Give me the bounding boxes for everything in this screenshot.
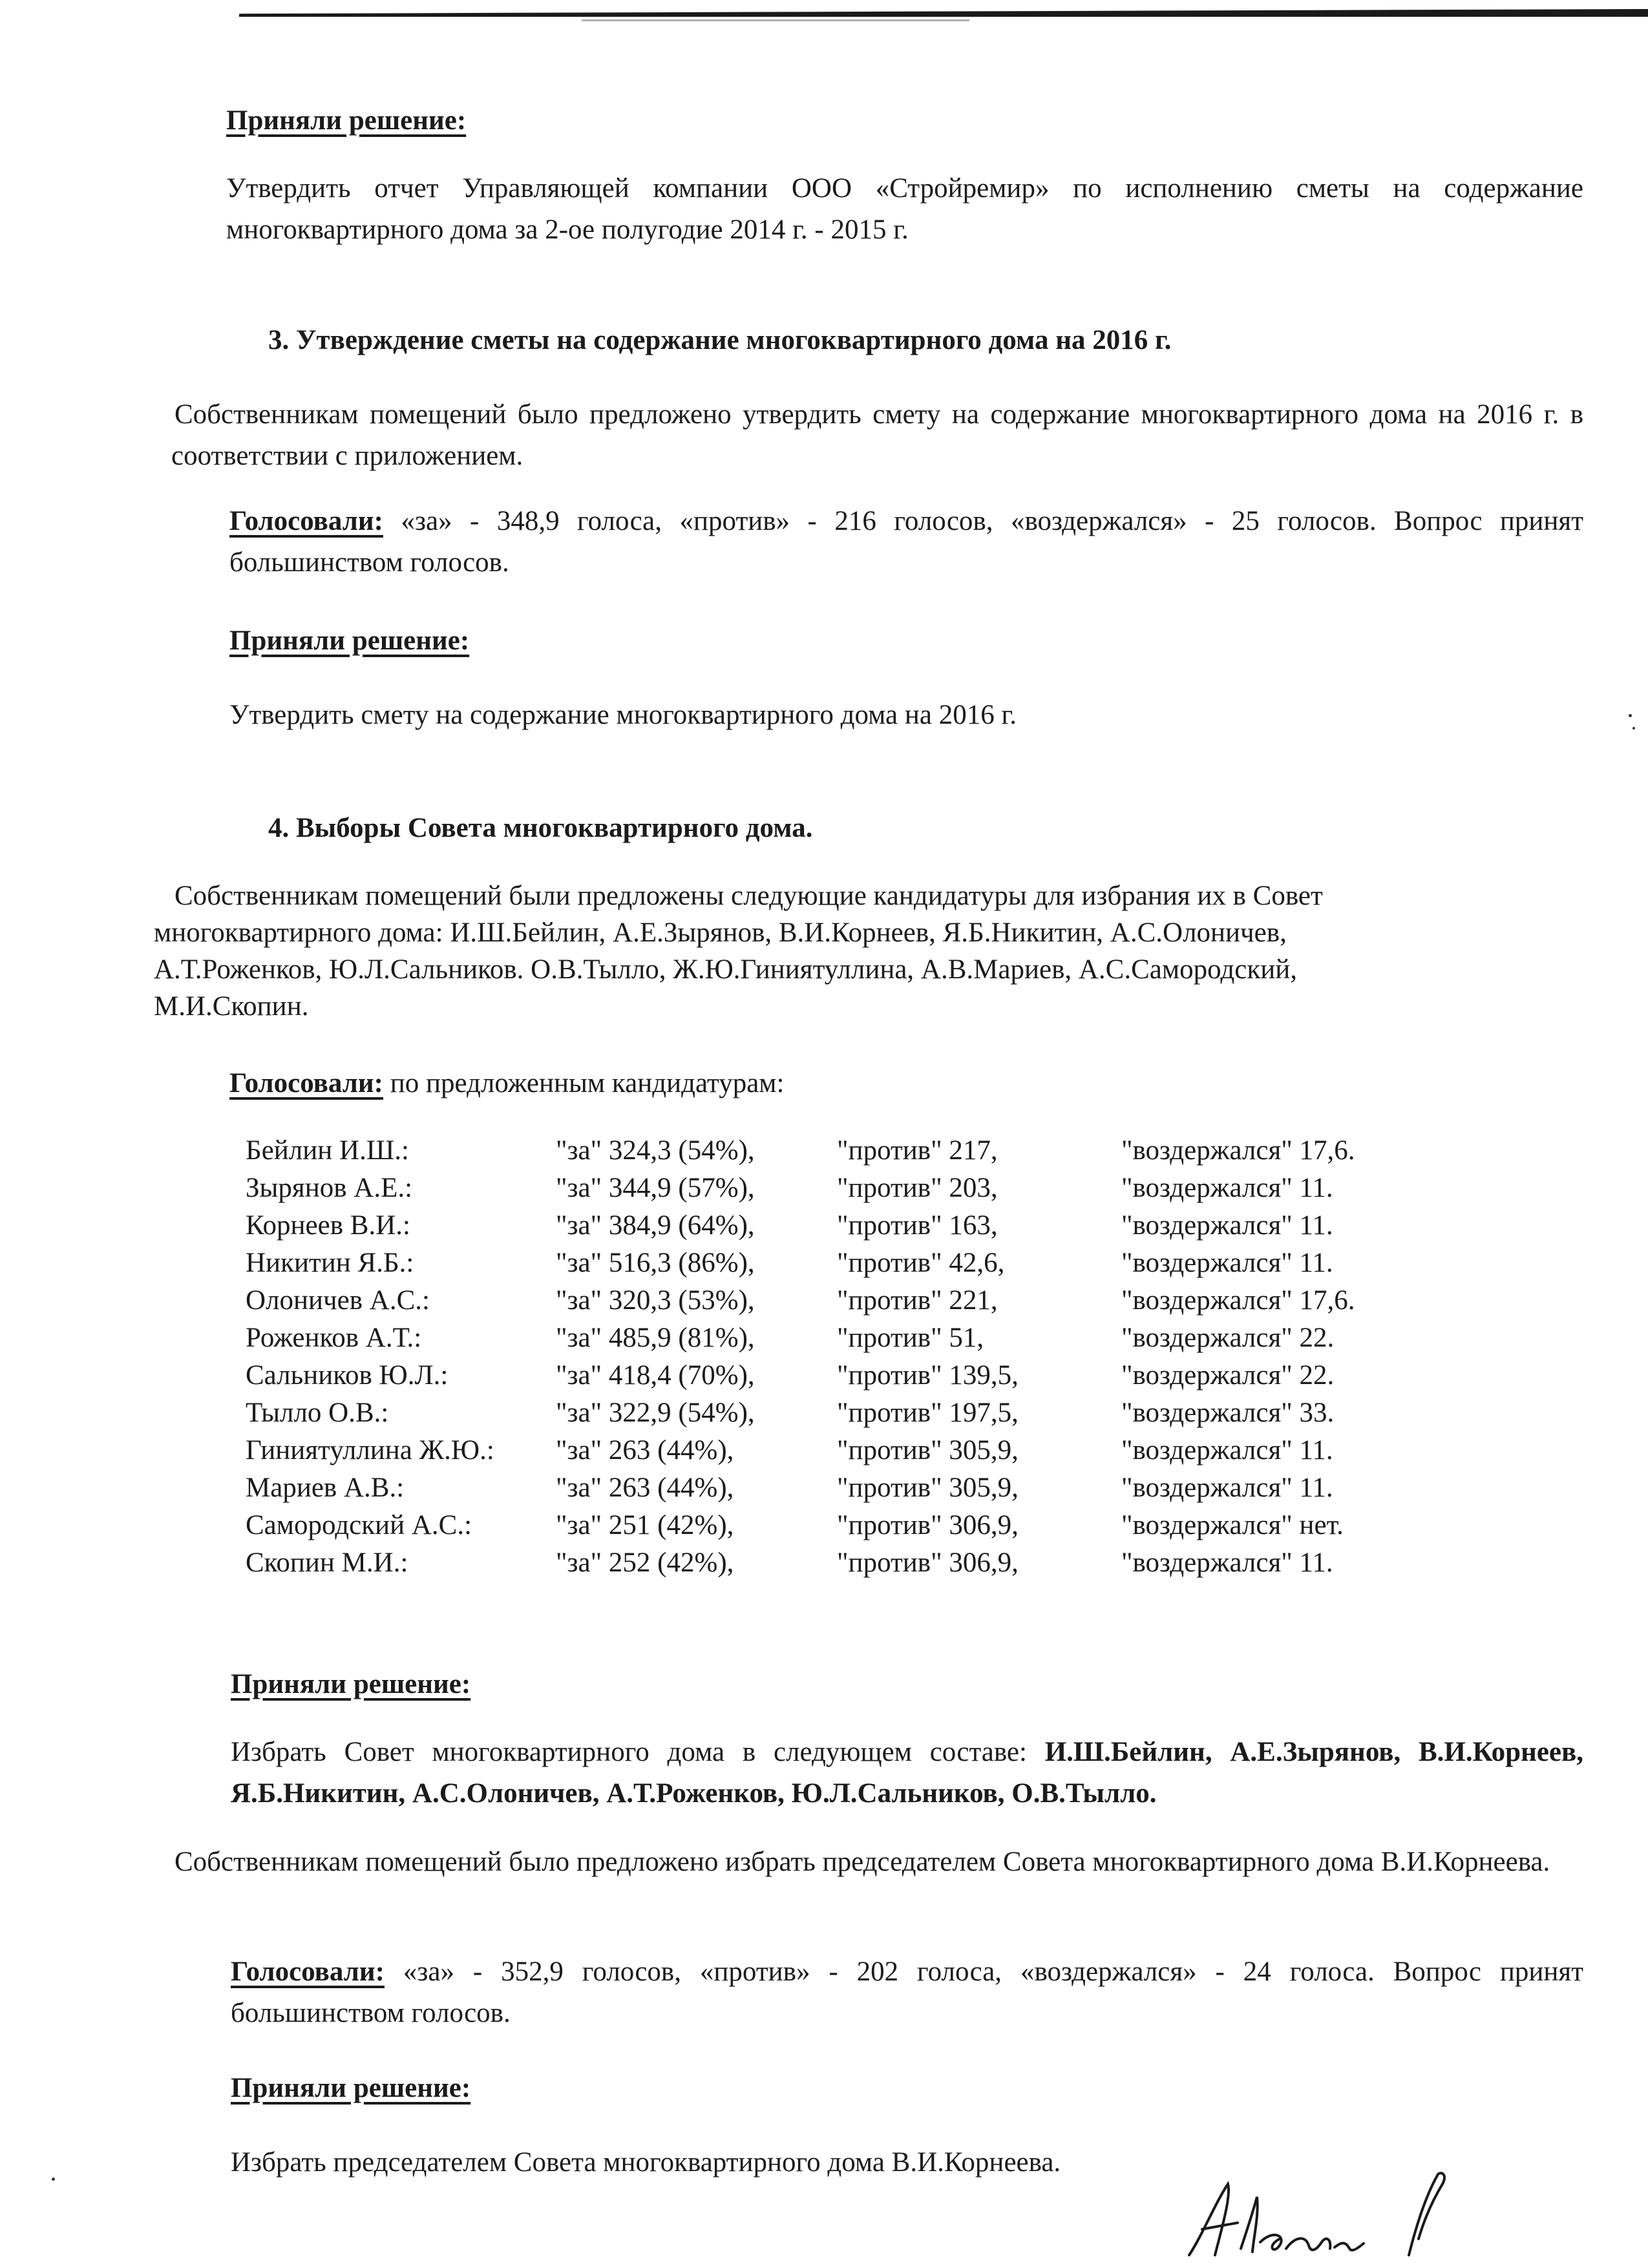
vote-abstain: "воздержался" 11. <box>1121 1248 1333 1278</box>
voted-label: Голосовали: <box>229 1068 383 1098</box>
vote-abstain: "воздержался" 11. <box>1121 1473 1333 1503</box>
candidate-row <box>246 1357 1355 1394</box>
vote-for: "за" 324,3 (54%), <box>556 1135 755 1166</box>
vote-abstain: "воздержался" 22. <box>1121 1360 1335 1391</box>
vote-for: "за" 485,9 (81%), <box>556 1323 755 1353</box>
decision-heading-council: Приняли решение: <box>231 1669 471 1699</box>
vote-for: "за" 263 (44%), <box>556 1435 734 1465</box>
candidate-name: Мариев А.В.: <box>246 1473 405 1503</box>
candidate-row <box>246 1544 1355 1582</box>
vote-abstain: "воздержался" 17,6. <box>1121 1135 1355 1166</box>
decision-heading-chair: Приняли решение: <box>231 2073 471 2103</box>
scan-speck <box>1632 727 1635 730</box>
chair-proposal-text: Собственникам помещений было предложено избрать председателем Совета многоквартирного дома В.И.Корнеева. <box>174 1847 1550 1877</box>
candidate-name: Тылло О.В.: <box>246 1398 389 1428</box>
vote-abstain: "воздержался" нет. <box>1121 1510 1344 1540</box>
scan-speck <box>1629 714 1632 717</box>
scan-faint-line <box>582 19 969 21</box>
candidate-row <box>246 1507 1355 1544</box>
vote-for: "за" 418,4 (70%), <box>556 1360 755 1391</box>
section-title-item3: 3. Утверждение сметы на содержание многоквартирного дома на 2016 г. <box>268 325 1172 355</box>
vote-against: "против" 217, <box>837 1135 998 1166</box>
vote-for: "за" 251 (42%), <box>556 1510 734 1540</box>
vote-against: "против" 51, <box>837 1323 984 1353</box>
candidate-votes-body <box>246 1132 1355 1582</box>
proposal-line-4-item4: М.И.Скопин. <box>154 991 309 1022</box>
scan-top-edge-line <box>239 9 1648 17</box>
council-decision-prefix: Избрать Совет многоквартирного дома в следующем составе: <box>231 1737 1045 1767</box>
vote-against: "против" 221, <box>837 1285 998 1316</box>
vote-against: "против" 163, <box>837 1210 998 1241</box>
chair-vote-text: «за» - 352,9 голосов, «против» - 202 голоса, «воздержался» - 24 голоса. Вопрос принят большинством голосов. <box>231 1957 1583 2028</box>
vote-abstain: "воздержался" 11. <box>1121 1173 1333 1203</box>
chair-vote-paragraph <box>231 1951 1583 2034</box>
candidate-name: Зырянов А.Е.: <box>246 1173 413 1203</box>
vote-abstain: "воздержался" 33. <box>1121 1398 1335 1428</box>
vote-against: "против" 305,9, <box>837 1473 1019 1503</box>
vote-for: "за" 322,9 (54%), <box>556 1398 755 1428</box>
section-title-item4: 4. Выборы Совета многоквартирного дома. <box>268 813 813 843</box>
vote-abstain: "воздержался" 22. <box>1121 1323 1335 1353</box>
proposal-line-2-item4: многоквартирного дома: И.Ш.Бейлин, А.Е.Зырянов, В.И.Корнеев, Я.Б.Никитин, А.С.Олоничев, <box>154 918 1287 948</box>
vote-against: "против" 197,5, <box>837 1398 1019 1428</box>
vote-against: "против" 203, <box>837 1173 998 1203</box>
vote-against: "против" 139,5, <box>837 1360 1019 1391</box>
vote-intro-item4 <box>229 1063 784 1104</box>
vote-for: "за" 252 (42%), <box>556 1548 734 1578</box>
candidate-name: Самородский А.С.: <box>246 1510 472 1540</box>
vote-against: "против" 306,9, <box>837 1548 1019 1578</box>
candidate-row <box>246 1244 1355 1282</box>
candidate-row <box>246 1132 1355 1170</box>
decision-text-item3: Утвердить смету на содержание многоквартирного дома на 2016 г. <box>229 700 1017 730</box>
voted-label: Голосовали: <box>229 506 383 536</box>
candidate-row <box>246 1394 1355 1432</box>
handwritten-signature <box>1176 2158 1474 2262</box>
candidate-votes-table <box>246 1132 1355 1582</box>
proposal-line-3-item4: А.Т.Роженков, Ю.Л.Сальников. О.В.Тылло, Ж.Ю.Гиниятуллина, А.В.Мариев, А.С.Самородский, <box>154 954 1297 985</box>
vote-for: "за" 344,9 (57%), <box>556 1173 755 1203</box>
vote-abstain: "воздержался" 11. <box>1121 1548 1333 1578</box>
vote-against: "против" 305,9, <box>837 1435 1019 1465</box>
vote-against: "против" 42,6, <box>837 1248 1005 1278</box>
vote-abstain: "воздержался" 17,6. <box>1121 1285 1355 1316</box>
candidate-name: Корнеев В.И.: <box>246 1210 410 1241</box>
candidate-row <box>246 1170 1355 1207</box>
chair-decision-text: Избрать председателем Совета многоквартирного дома В.И.Корнеева. <box>231 2147 1061 2178</box>
scan-speck <box>52 2178 55 2181</box>
candidate-row <box>246 1469 1355 1507</box>
council-members: И.Ш.Бейлин, А.Е.Зырянов, В.И.Корнеев, Я.Б.Никитин, А.С.Олоничев, А.Т.Роженков, Ю.Л.Сальников, О.В.Тылло. <box>231 1737 1583 1809</box>
decision-heading-item3: Приняли решение: <box>229 625 470 656</box>
voted-label: Голосовали: <box>231 1957 385 1987</box>
candidate-row <box>246 1319 1355 1357</box>
vote-paragraph-item3 <box>229 501 1583 583</box>
decision-text-item2: Утвердить отчет Управляющей компании ООО «Стройремир» по исполнению сметы на содержание многоквартирного дома за 2-ое полугодие 2014 г. - 2015 г. <box>226 173 1583 245</box>
vote-against: "против" 306,9, <box>837 1510 1019 1540</box>
candidate-name: Роженков А.Т.: <box>246 1323 422 1353</box>
candidate-name: Скопин М.И.: <box>246 1548 408 1578</box>
vote-for: "за" 516,3 (86%), <box>556 1248 755 1278</box>
candidate-name: Бейлин И.Ш.: <box>246 1135 409 1166</box>
vote-text-item3: «за» - 348,9 голоса, «против» - 216 голосов, «воздержался» - 25 голосов. Вопрос принят большинством голосов. <box>229 506 1583 578</box>
decision-heading-item2: Приняли решение: <box>226 105 467 136</box>
candidate-row <box>246 1282 1355 1319</box>
vote-for: "за" 320,3 (53%), <box>556 1285 755 1316</box>
vote-for: "за" 263 (44%), <box>556 1473 734 1503</box>
vote-abstain: "воздержался" 11. <box>1121 1435 1333 1465</box>
candidate-name: Олоничев А.С.: <box>246 1285 430 1316</box>
candidate-row <box>246 1432 1355 1469</box>
vote-intro-text: по предложенным кандидатурам: <box>383 1068 785 1098</box>
vote-for: "за" 384,9 (64%), <box>556 1210 755 1241</box>
proposal-line-1-item4: Собственникам помещений были предложены следующие кандидатуры для избрания их в Совет <box>174 881 1323 911</box>
proposal-text-item3: Собственникам помещений было предложено утвердить смету на содержание многоквартирного дома на 2016 г. в соответствии с приложением. <box>171 399 1583 471</box>
candidate-name: Гиниятуллина Ж.Ю.: <box>246 1435 494 1465</box>
council-decision-paragraph <box>231 1732 1583 1814</box>
candidate-row <box>246 1207 1355 1244</box>
candidate-name: Никитин Я.Б.: <box>246 1248 414 1278</box>
candidate-name: Сальников Ю.Л.: <box>246 1360 449 1391</box>
vote-abstain: "воздержался" 11. <box>1121 1210 1333 1241</box>
